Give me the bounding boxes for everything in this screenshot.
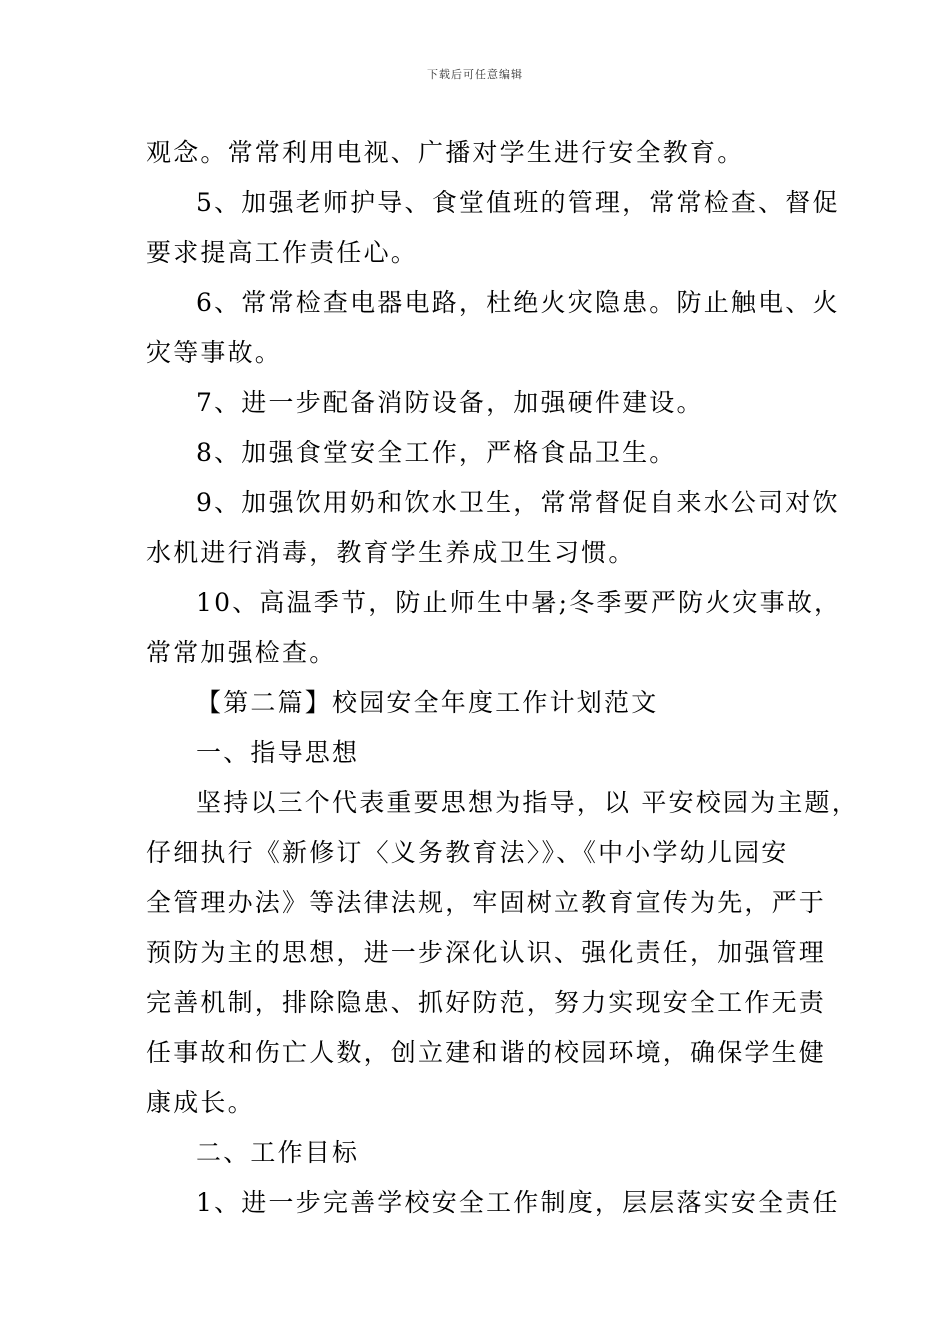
text-line: 仔细执行《新修订〈义务教育法〉》、《中小学幼儿园安 — [146, 838, 789, 867]
text-line: 要求提高工作责任心。 — [146, 238, 419, 267]
text-line: 7、进一步配备消防设备，加强硬件建设。 — [196, 388, 704, 417]
document-body — [146, 128, 859, 1228]
text-line: 6、常常检查电器电路，杜绝火灾隐患。防止触电、火 — [196, 288, 840, 317]
text-line: 观念。常常利用电视、广播对学生进行安全教育。 — [146, 138, 745, 167]
text-line: 8、加强食堂安全工作，严格食品卫生。 — [196, 438, 677, 467]
text-line: 灾等事故。 — [146, 338, 283, 367]
section-heading: 【第二篇】校园安全年度工作计划范文 — [196, 688, 659, 717]
text-line: 水机进行消毒，教育学生养成卫生习惯。 — [146, 538, 636, 567]
text-line: 10、高温季节，防止师生中暑;冬季要严防火灾事故， — [196, 588, 842, 617]
text-line: 康成长。 — [146, 1088, 255, 1117]
page-header-note: 下载后可任意编辑 — [427, 68, 523, 81]
text-line: 预防为主的思想，进一步深化认识、强化责任，加强管理 — [146, 938, 827, 967]
text-line: 常常加强检查。 — [146, 638, 337, 667]
text-line: 5、加强老师护导、食堂值班的管理，常常检查、督促 — [196, 188, 840, 217]
text-line: 1、进一步完善学校安全工作制度，层层落实安全责任 — [196, 1188, 840, 1217]
subsection-heading: 二、工作目标 — [196, 1138, 360, 1167]
subsection-heading: 一、指导思想 — [196, 738, 360, 767]
text-line: 任事故和伤亡人数，创立建和谐的校园环境，确保学生健 — [146, 1038, 827, 1067]
text-line: 全管理办法》等法律法规，牢固树立教育宣传为先，严于 — [146, 888, 827, 917]
text-line: 9、加强饮用奶和饮水卫生，常常督促自来水公司对饮 — [196, 488, 840, 517]
text-line: 坚持以三个代表重要思想为指导，以 平安校园为主题， — [196, 788, 859, 817]
text-line: 完善机制，排除隐患、抓好防范，努力实现安全工作无责 — [146, 988, 827, 1017]
